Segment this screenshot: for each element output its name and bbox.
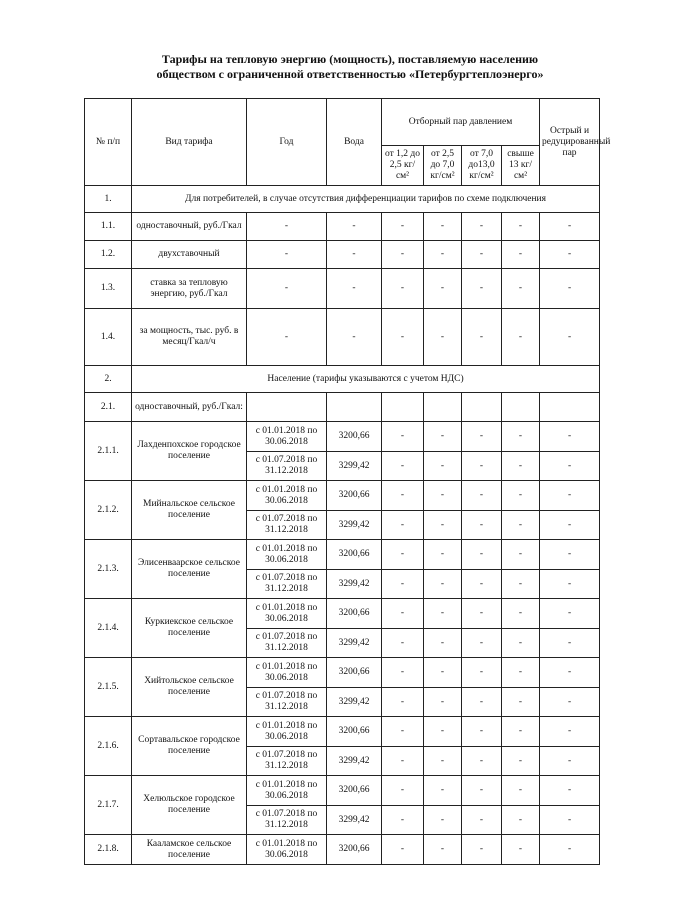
- dash-cell: -: [424, 835, 462, 865]
- dash-cell: -: [502, 309, 540, 366]
- dash-cell: -: [502, 658, 540, 688]
- dash-cell: -: [382, 747, 424, 776]
- header-pressure-2: от 2,5 до 7,0 кг/см²: [424, 146, 462, 186]
- row-number: 2.1.7.: [85, 776, 132, 835]
- settlement-row: [85, 835, 600, 865]
- dash-cell: -: [424, 452, 462, 481]
- period-cell: с 01.01.2018 по 30.06.2018: [247, 481, 327, 511]
- dash-cell: -: [502, 717, 540, 747]
- dash-cell: -: [462, 717, 502, 747]
- dash-cell: -: [540, 213, 600, 241]
- dash-cell: -: [424, 511, 462, 540]
- row-number: 1.3.: [85, 269, 132, 309]
- dash-cell: -: [424, 747, 462, 776]
- section-title: Для потребителей, в случае отсутствия дифференциации тарифов по схеме подключения: [132, 186, 600, 213]
- period-cell: с 01.07.2018 по 31.12.2018: [247, 452, 327, 481]
- dash-cell: -: [382, 717, 424, 747]
- dash-cell: -: [382, 452, 424, 481]
- settlement-row: [85, 658, 600, 688]
- dash-cell: -: [502, 776, 540, 806]
- empty-cell: [462, 393, 502, 422]
- dash-cell: -: [247, 309, 327, 366]
- settlement-name: Хийтольское сельское поселение: [132, 658, 247, 717]
- dash-cell: -: [424, 717, 462, 747]
- section-number: 2.: [85, 366, 132, 393]
- dash-cell: -: [502, 806, 540, 835]
- document-title: [0, 52, 700, 82]
- dash-cell: -: [462, 658, 502, 688]
- water-tariff-value: 3299,42: [327, 570, 382, 599]
- dash-cell: -: [247, 241, 327, 269]
- row-number: 1.1.: [85, 213, 132, 241]
- settlement-name: Куркиекское сельское поселение: [132, 599, 247, 658]
- water-tariff-value: 3299,42: [327, 688, 382, 717]
- dash-cell: -: [424, 570, 462, 599]
- water-tariff-value: 3200,66: [327, 481, 382, 511]
- row-number: 2.1.8.: [85, 835, 132, 865]
- dash-cell: -: [540, 776, 600, 806]
- dash-cell: -: [540, 452, 600, 481]
- dash-cell: -: [382, 629, 424, 658]
- dash-cell: -: [540, 570, 600, 599]
- dash-cell: -: [462, 213, 502, 241]
- header-num: № п/п: [85, 99, 132, 186]
- header-year: Год: [247, 99, 327, 186]
- dash-cell: -: [540, 269, 600, 309]
- dash-cell: -: [502, 422, 540, 452]
- dash-cell: -: [462, 481, 502, 511]
- dash-cell: -: [247, 213, 327, 241]
- tariff-row: [85, 309, 600, 366]
- water-tariff-value: 3299,42: [327, 747, 382, 776]
- row-number: 2.1.3.: [85, 540, 132, 599]
- header-pressure-1: от 1,2 до 2,5 кг/см²: [382, 146, 424, 186]
- water-tariff-value: 3299,42: [327, 511, 382, 540]
- dash-cell: -: [502, 540, 540, 570]
- row-number: 2.1.2.: [85, 481, 132, 540]
- period-cell: с 01.01.2018 по 30.06.2018: [247, 422, 327, 452]
- header-type: Вид тарифа: [132, 99, 247, 186]
- dash-cell: -: [540, 688, 600, 717]
- dash-cell: -: [462, 452, 502, 481]
- period-cell: с 01.01.2018 по 30.06.2018: [247, 658, 327, 688]
- header-pressure-4: свыше 13 кг/см²: [502, 146, 540, 186]
- dash-cell: -: [424, 241, 462, 269]
- dash-cell: -: [462, 776, 502, 806]
- tariff-row: [85, 269, 600, 309]
- section-row: [85, 366, 600, 393]
- water-tariff-value: 3200,66: [327, 776, 382, 806]
- period-cell: с 01.07.2018 по 31.12.2018: [247, 747, 327, 776]
- dash-cell: -: [327, 269, 382, 309]
- dash-cell: -: [540, 747, 600, 776]
- row-number: 1.4.: [85, 309, 132, 366]
- settlement-row: [85, 717, 600, 747]
- dash-cell: -: [502, 835, 540, 865]
- section-number: 1.: [85, 186, 132, 213]
- title-line-1: Тарифы на тепловую энергию (мощность), поставляемую населению: [161, 52, 539, 66]
- dash-cell: -: [502, 511, 540, 540]
- row-number: 2.1.5.: [85, 658, 132, 717]
- water-tariff-value: 3200,66: [327, 717, 382, 747]
- dash-cell: -: [540, 511, 600, 540]
- dash-cell: -: [462, 309, 502, 366]
- period-cell: с 01.01.2018 по 30.06.2018: [247, 540, 327, 570]
- dash-cell: -: [540, 422, 600, 452]
- dash-cell: -: [424, 309, 462, 366]
- dash-cell: -: [540, 717, 600, 747]
- row-tariff-name: одноставочный, руб./Гкал:: [132, 393, 247, 422]
- settlement-name: Кааламское сельское поселение: [132, 835, 247, 865]
- water-tariff-value: 3200,66: [327, 658, 382, 688]
- period-cell: с 01.07.2018 по 31.12.2018: [247, 511, 327, 540]
- header-sharp-steam: Острый и редуцированный пар: [540, 99, 600, 186]
- empty-cell: [540, 393, 600, 422]
- dash-cell: -: [462, 540, 502, 570]
- dash-cell: -: [462, 599, 502, 629]
- dash-cell: -: [540, 599, 600, 629]
- dash-cell: -: [462, 241, 502, 269]
- settlement-row: [85, 776, 600, 806]
- tariff-row: [85, 213, 600, 241]
- section-title: Население (тарифы указываются с учетом НДС): [132, 366, 600, 393]
- dash-cell: -: [424, 540, 462, 570]
- dash-cell: -: [424, 269, 462, 309]
- period-cell: с 01.01.2018 по 30.06.2018: [247, 776, 327, 806]
- period-cell: с 01.07.2018 по 31.12.2018: [247, 570, 327, 599]
- dash-cell: -: [382, 481, 424, 511]
- dash-cell: -: [502, 452, 540, 481]
- dash-cell: -: [424, 481, 462, 511]
- empty-cell: [327, 393, 382, 422]
- dash-cell: -: [502, 570, 540, 599]
- dash-cell: -: [382, 213, 424, 241]
- row-number: 2.1.6.: [85, 717, 132, 776]
- dash-cell: -: [247, 269, 327, 309]
- settlement-name: Лахденпохское городское поселение: [132, 422, 247, 481]
- settlement-row: [85, 540, 600, 570]
- settlement-name: Хелюльское городское поселение: [132, 776, 247, 835]
- empty-cell: [424, 393, 462, 422]
- water-tariff-value: 3299,42: [327, 806, 382, 835]
- settlement-name: Элисенваарское сельское поселение: [132, 540, 247, 599]
- settlement-name: Сортавальское городское поселение: [132, 717, 247, 776]
- dash-cell: -: [424, 422, 462, 452]
- row-number: 2.1.4.: [85, 599, 132, 658]
- dash-cell: -: [382, 570, 424, 599]
- tariff-row: [85, 393, 600, 422]
- dash-cell: -: [462, 806, 502, 835]
- dash-cell: -: [502, 599, 540, 629]
- dash-cell: -: [382, 309, 424, 366]
- dash-cell: -: [462, 422, 502, 452]
- empty-cell: [502, 393, 540, 422]
- dash-cell: -: [502, 213, 540, 241]
- row-tariff-name: ставка за тепловую энергию, руб./Гкал: [132, 269, 247, 309]
- dash-cell: -: [424, 629, 462, 658]
- dash-cell: -: [382, 688, 424, 717]
- dash-cell: -: [424, 776, 462, 806]
- settlement-row: [85, 422, 600, 452]
- row-number: 1.2.: [85, 241, 132, 269]
- period-cell: с 01.01.2018 по 30.06.2018: [247, 835, 327, 865]
- dash-cell: -: [424, 658, 462, 688]
- water-tariff-value: 3299,42: [327, 452, 382, 481]
- water-tariff-value: 3200,66: [327, 540, 382, 570]
- row-tariff-name: двухставочный: [132, 241, 247, 269]
- dash-cell: -: [502, 241, 540, 269]
- dash-cell: -: [462, 688, 502, 717]
- section-row: [85, 186, 600, 213]
- header-water: Вода: [327, 99, 382, 186]
- row-tariff-name: одноставочный, руб./Гкал: [132, 213, 247, 241]
- dash-cell: -: [540, 481, 600, 511]
- tariff-table: [84, 98, 611, 865]
- period-cell: с 01.01.2018 по 30.06.2018: [247, 717, 327, 747]
- dash-cell: -: [327, 213, 382, 241]
- dash-cell: -: [462, 629, 502, 658]
- water-tariff-value: 3299,42: [327, 629, 382, 658]
- dash-cell: -: [382, 776, 424, 806]
- dash-cell: -: [502, 269, 540, 309]
- header-steam: Отборный пар давлением: [382, 99, 540, 146]
- row-number: 2.1.1.: [85, 422, 132, 481]
- period-cell: с 01.07.2018 по 31.12.2018: [247, 688, 327, 717]
- dash-cell: -: [462, 747, 502, 776]
- empty-cell: [247, 393, 327, 422]
- header-pressure-3: от 7,0 до13,0 кг/см²: [462, 146, 502, 186]
- dash-cell: -: [382, 658, 424, 688]
- dash-cell: -: [502, 688, 540, 717]
- dash-cell: -: [382, 540, 424, 570]
- settlement-row: [85, 481, 600, 511]
- settlement-name: Мийнальское сельское поселение: [132, 481, 247, 540]
- dash-cell: -: [502, 481, 540, 511]
- tariff-row: [85, 241, 600, 269]
- dash-cell: -: [424, 688, 462, 717]
- settlement-row: [85, 599, 600, 629]
- dash-cell: -: [382, 835, 424, 865]
- dash-cell: -: [540, 241, 600, 269]
- period-cell: с 01.01.2018 по 30.06.2018: [247, 599, 327, 629]
- dash-cell: -: [382, 511, 424, 540]
- dash-cell: -: [382, 599, 424, 629]
- empty-cell: [382, 393, 424, 422]
- water-tariff-value: 3200,66: [327, 422, 382, 452]
- dash-cell: -: [382, 241, 424, 269]
- dash-cell: -: [540, 658, 600, 688]
- dash-cell: -: [424, 213, 462, 241]
- dash-cell: -: [462, 269, 502, 309]
- dash-cell: -: [502, 747, 540, 776]
- dash-cell: -: [540, 806, 600, 835]
- dash-cell: -: [540, 629, 600, 658]
- period-cell: с 01.07.2018 по 31.12.2018: [247, 629, 327, 658]
- dash-cell: -: [540, 835, 600, 865]
- row-number: 2.1.: [85, 393, 132, 422]
- dash-cell: -: [462, 570, 502, 599]
- dash-cell: -: [327, 309, 382, 366]
- dash-cell: -: [424, 806, 462, 835]
- dash-cell: -: [540, 540, 600, 570]
- dash-cell: -: [502, 629, 540, 658]
- title-line-2: обществом с ограниченной ответственностью «Петербургтеплоэнерго»: [156, 67, 544, 81]
- dash-cell: -: [462, 511, 502, 540]
- water-tariff-value: 3200,66: [327, 835, 382, 865]
- dash-cell: -: [382, 422, 424, 452]
- dash-cell: -: [382, 806, 424, 835]
- dash-cell: -: [327, 241, 382, 269]
- dash-cell: -: [540, 309, 600, 366]
- period-cell: с 01.07.2018 по 31.12.2018: [247, 806, 327, 835]
- dash-cell: -: [382, 269, 424, 309]
- dash-cell: -: [462, 835, 502, 865]
- dash-cell: -: [424, 599, 462, 629]
- water-tariff-value: 3200,66: [327, 599, 382, 629]
- row-tariff-name: за мощность, тыс. руб. в месяц/Гкал/ч: [132, 309, 247, 366]
